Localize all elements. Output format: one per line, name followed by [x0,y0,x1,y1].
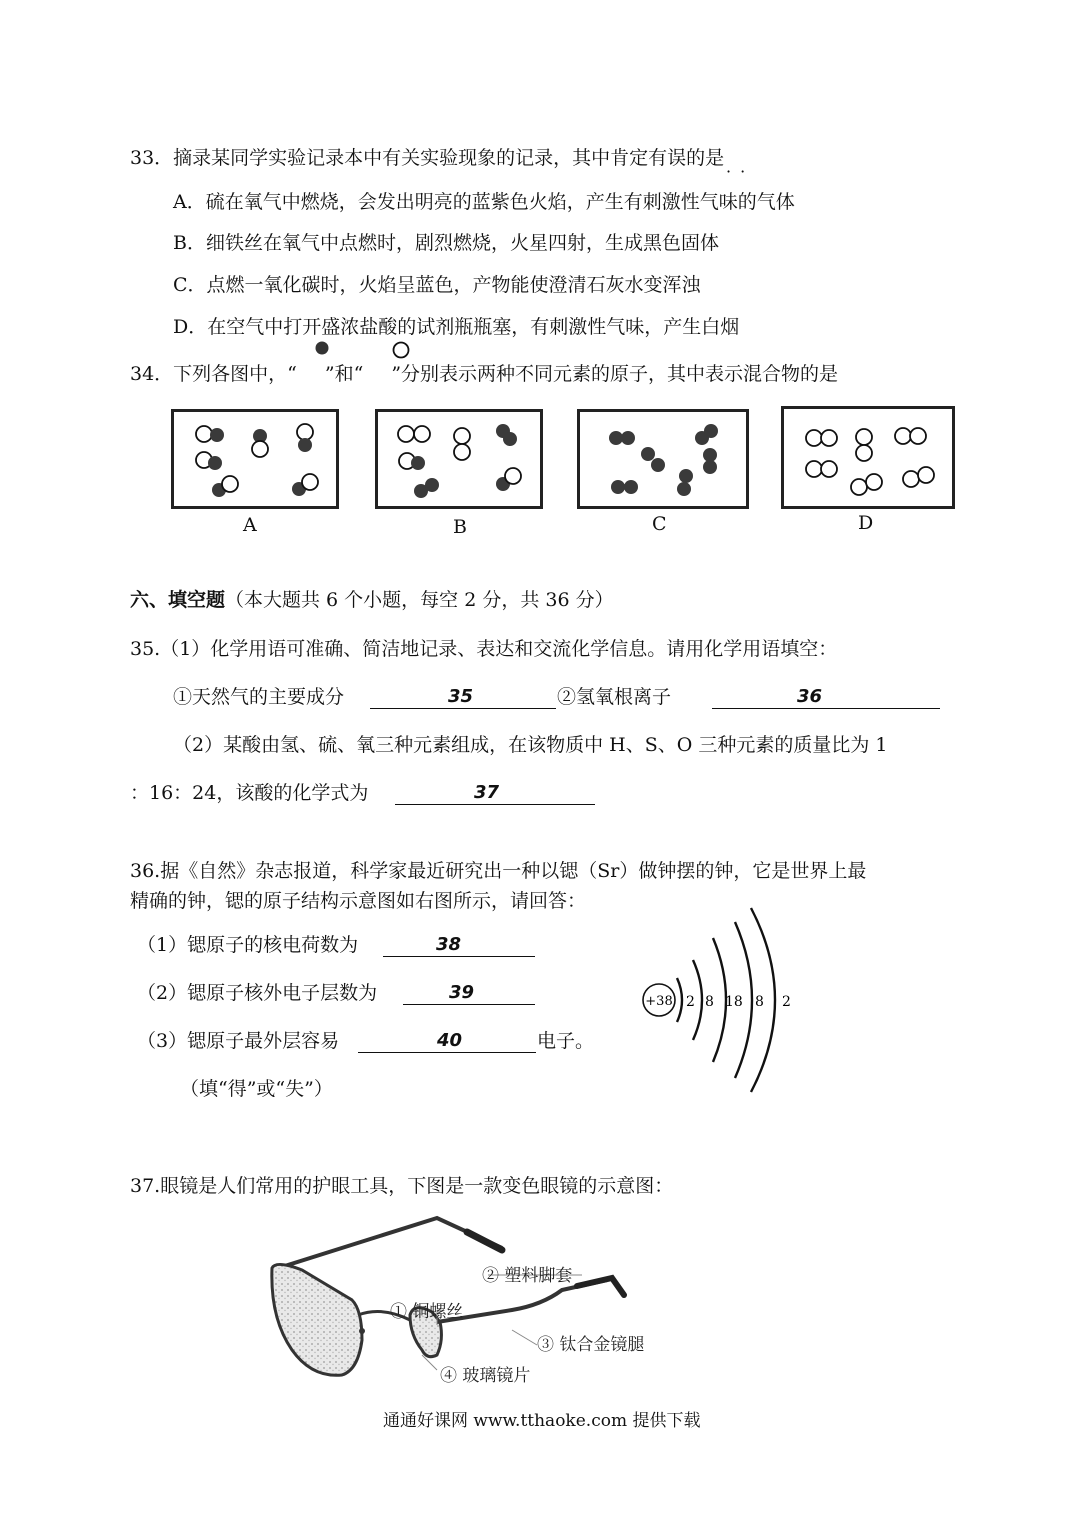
shell-count-2: 8 [705,994,714,1010]
q35-item-2: ②氢氧根离子 [557,686,672,708]
diagram-box-d [781,406,955,509]
label-a: A [243,514,257,536]
left-temple-arm [272,1218,502,1270]
atom-legend-icons [308,338,418,362]
shell-count-1: 2 [686,994,695,1010]
q36-sub-2: （2）锶原子核外电子层数为 [137,982,378,1004]
page-footer: 通通好课网 www.tthaoke.com 提供下载 [383,1411,701,1431]
q35-item-1: ①天然气的主要成分 [173,686,345,708]
molecules-c [580,412,746,506]
q36-hint: （填“得”或“失”） [180,1078,333,1100]
nucleus-charge: +38 [645,994,673,1009]
emphasis-dots: · · [726,162,748,181]
shell-count-3: 18 [725,994,743,1010]
shell-count-4: 8 [755,994,764,1010]
question-34-stem: 34．下列各图中，“ ”和“ ”分别表示两种不同元素的原子，其中表示混合物的是 [130,363,839,385]
answer-blank-36[interactable] [712,684,940,709]
answer-number-35: 35 [448,686,474,707]
light-atom-icon [394,343,409,358]
question-33-stem: 33．摘录某同学实验记录本中有关实验现象的记录，其中肯定有误的是 [130,147,725,169]
q36-paragraph-2: 精确的钟，锶的原子结构示意图如右图所示，请回答： [130,890,587,912]
glasses-label-3: ③ 钛合金镜腿 [537,1335,645,1355]
glasses-label-4: ④ 玻璃镜片 [440,1366,531,1386]
right-ear-tip [577,1278,624,1295]
q35-paragraph-3: ：16：24，该酸的化学式为 [130,782,369,804]
glasses-illustration [262,1210,645,1390]
shell-count-5: 2 [782,994,791,1010]
answer-number-40: 40 [437,1030,463,1051]
screw-icon [359,1328,365,1334]
q33-option-c: C．点燃一氧化碳时，火焰呈蓝色，产物能使澄清石灰水变浑浊 [173,274,701,296]
label-b: B [453,516,467,538]
answer-number-37: 37 [474,782,500,803]
section-6-heading [130,588,614,612]
section-6-note: （本大题共 6 个小题，每空 2 分，共 36 分） [225,589,614,611]
q36-paragraph-1: 36.据《自然》杂志报道，科学家最近研究出一种以锶（Sr）做钟摆的钟，它是世界上最 [130,860,867,882]
q33-option-b: B．细铁丝在氧气中点燃时，剧烈燃烧，火星四射，生成黑色固体 [173,232,719,254]
glasses-label-2: ② 塑料脚套 [482,1266,573,1286]
molecules-d [784,409,952,506]
dark-atom-icon [316,342,329,355]
label-d: D [858,512,874,534]
q36-sub-3-end: 电子。 [537,1030,595,1052]
left-lens [272,1264,362,1375]
glasses-label-1: ① 铜螺丝 [390,1302,464,1322]
diagram-box-c [577,409,749,509]
diagram-box-b [375,409,543,509]
q35-paragraph-2: （2）某酸由氢、硫、氧三种元素组成，在该物质中 H、S、O 三种元素的质量比为 1 [173,734,888,756]
q36-sub-3: （3）锶原子最外层容易 [137,1030,340,1052]
q37-stem: 37.眼镜是人们常用的护眼工具，下图是一款变色眼镜的示意图： [130,1175,674,1197]
molecules-a [174,412,336,506]
q36-sub-1: （1）锶原子的核电荷数为 [137,934,359,956]
q33-option-a: A．硫在氧气中燃烧，会发出明亮的蓝紫色火焰，产生有刺激性气味的气体 [173,191,795,213]
strontium-atom-diagram [635,900,805,1110]
q33-option-d: D．在空气中打开盛浓盐酸的试剂瓶瓶塞，有刺激性气味，产生白烟 [173,316,740,338]
diagram-box-a [171,409,339,509]
molecules-b [378,412,540,506]
label-c: C [652,513,667,535]
answer-number-39: 39 [449,982,475,1003]
section-6-title: 六、填空题 [130,589,226,611]
answer-number-36: 36 [797,686,823,707]
q35-paragraph-1: 35.（1）化学用语可准确、简洁地记录、表达和交流化学信息。请用化学用语填空： [130,638,838,660]
left-ear-tip [467,1232,502,1250]
answer-number-38: 38 [436,934,462,955]
